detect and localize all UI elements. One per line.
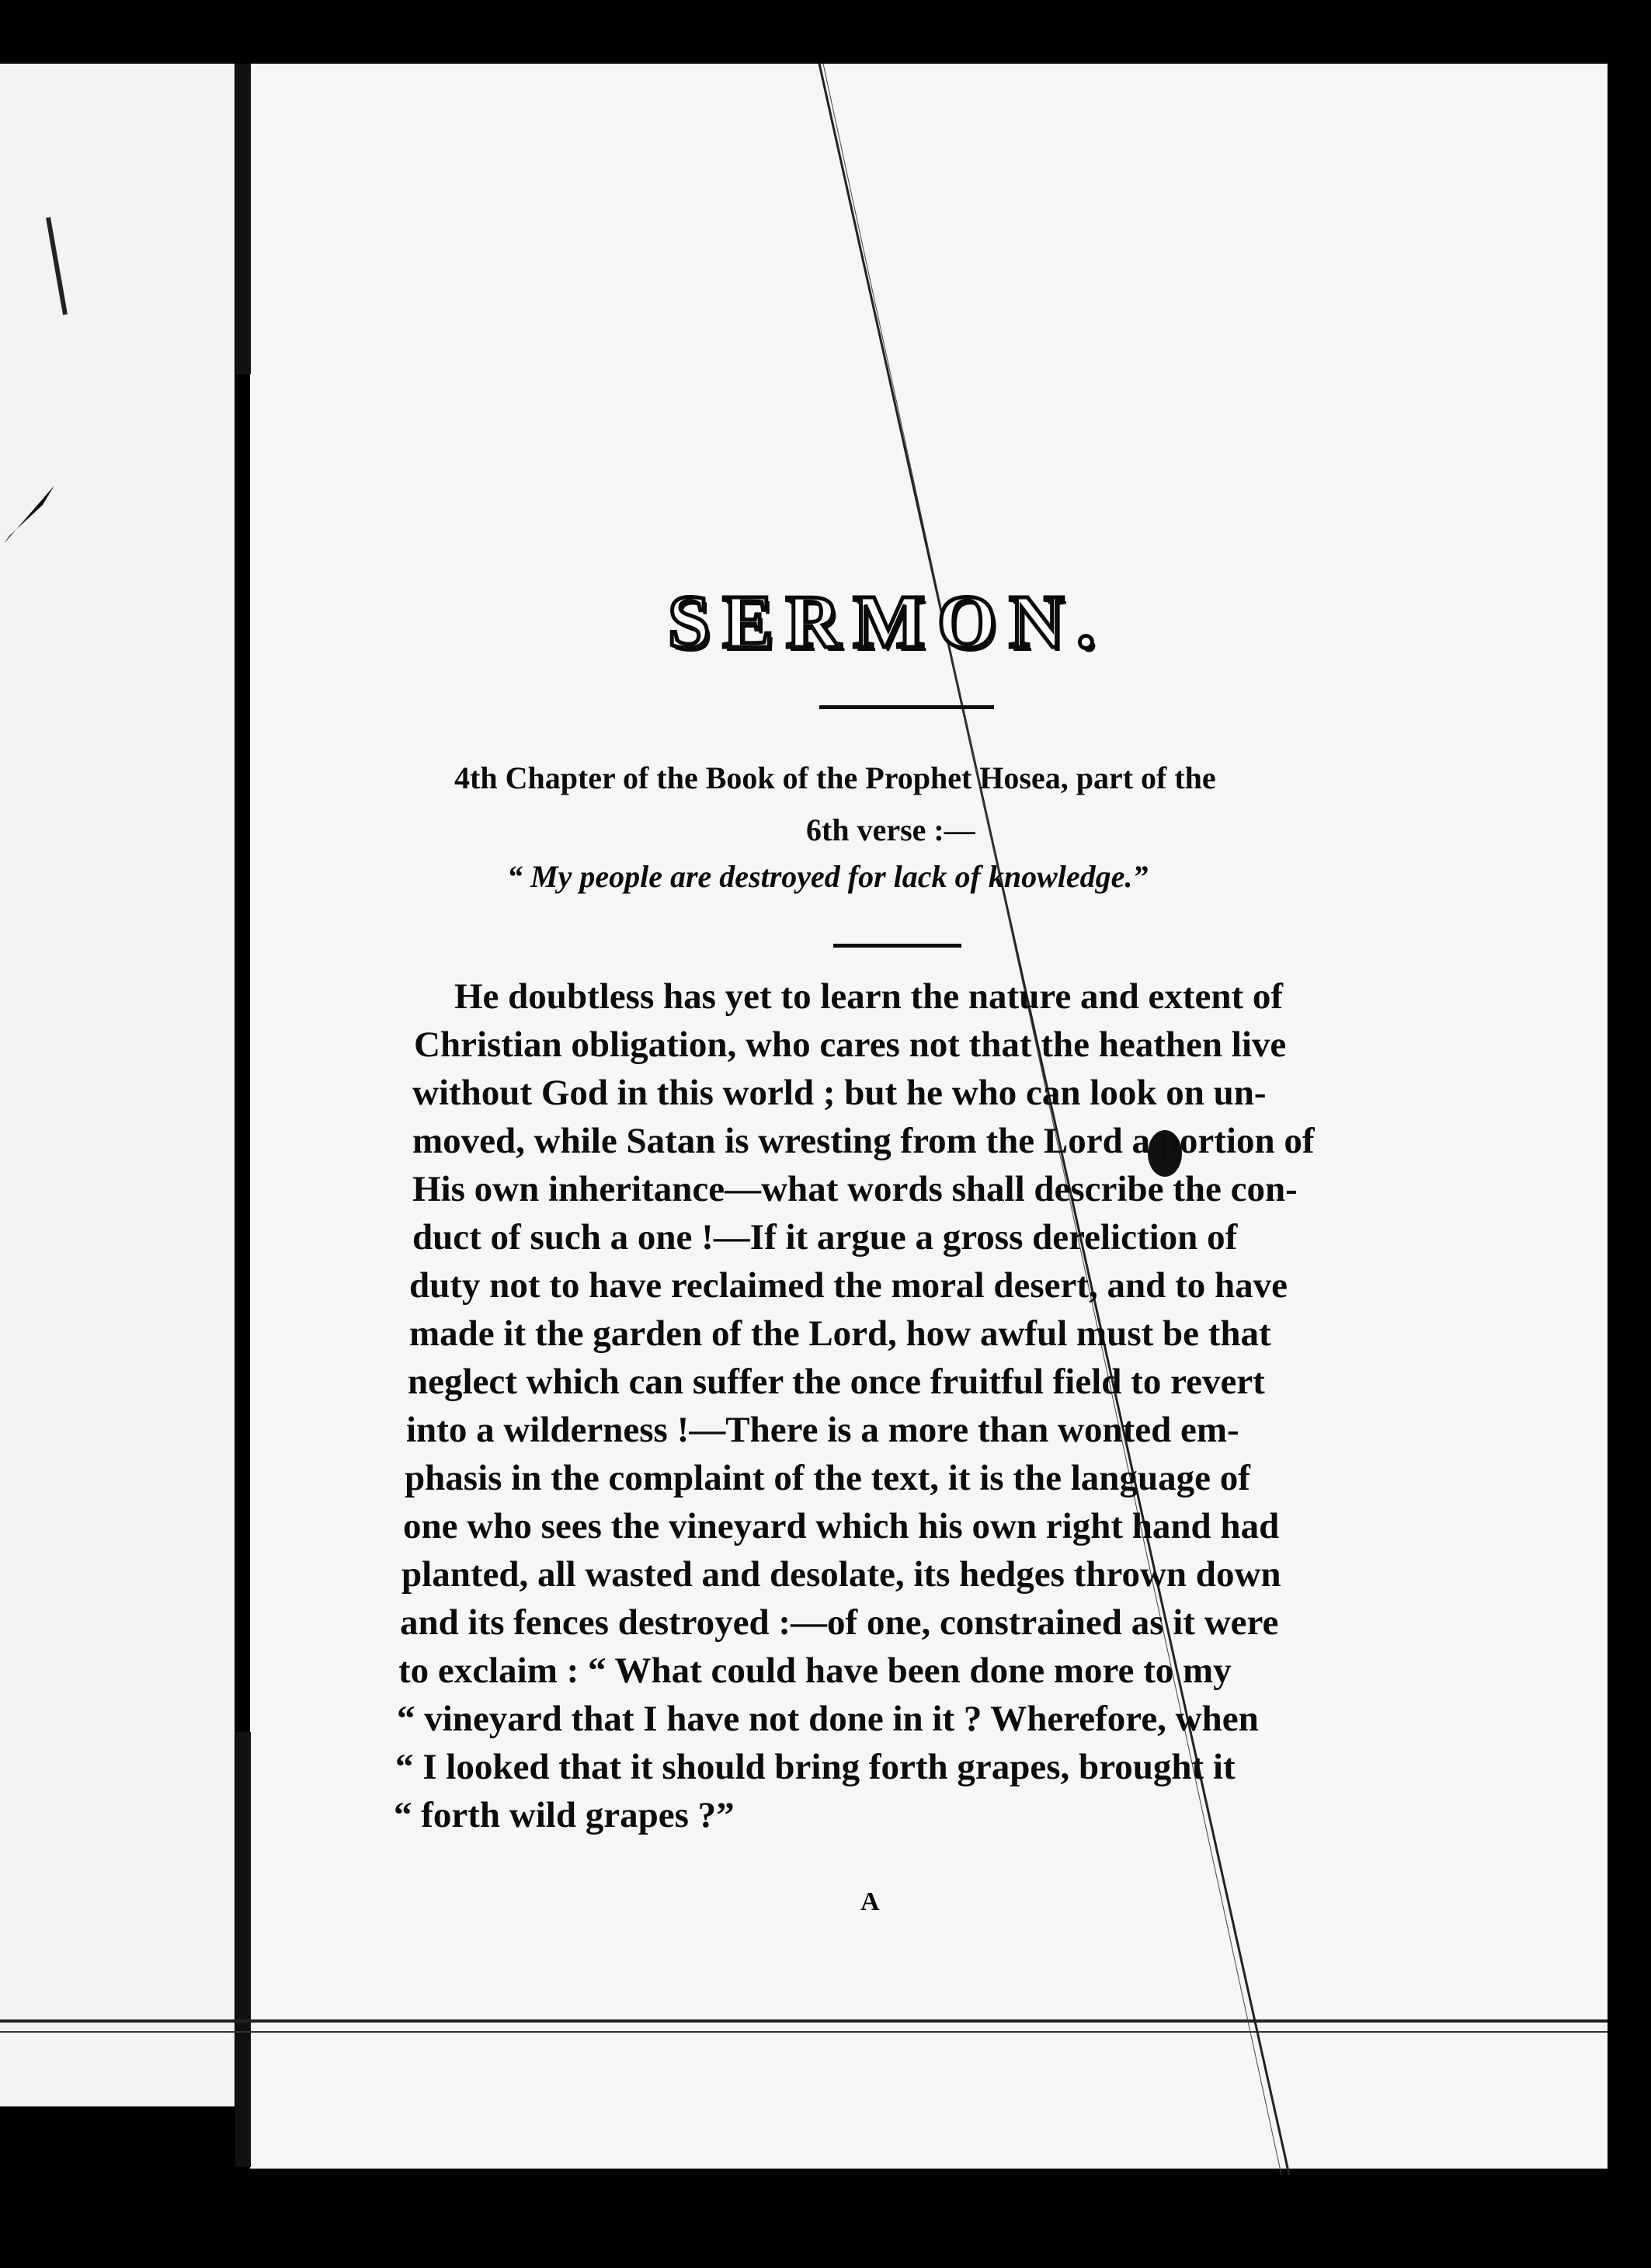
- body-line: one who sees the vineyard which his own right hand had: [403, 1506, 1280, 1546]
- page-title: SERMON.: [668, 580, 1108, 664]
- body-line: “ vineyard that I have not done in it ? Wherefore, when: [397, 1699, 1259, 1739]
- epigraph-quote: “ My people are destroyed for lack of knowledge.”: [507, 859, 1149, 894]
- body-line: without God in this world ; but he who can look on un-: [412, 1073, 1267, 1113]
- signature-mark: A: [860, 1887, 880, 1916]
- body-line: duty not to have reclaimed the moral desert, and to have: [409, 1265, 1288, 1306]
- scan-crease-line: [823, 64, 1281, 2175]
- body-line: to exclaim : “ What could have been done more to my: [398, 1651, 1232, 1691]
- epigraph-line: 4th Chapter of the Book of the Prophet Hosea, part of the: [454, 760, 1216, 795]
- body-line: and its fences destroyed :—of one, constrained as it were: [400, 1602, 1279, 1643]
- body-line: “ forth wild grapes ?”: [394, 1795, 735, 1835]
- body-line: Christian obligation, who cares not that the heathen live: [414, 1024, 1287, 1065]
- body-line: planted, all wasted and desolate, its hedges thrown down: [401, 1554, 1281, 1595]
- body-line: His own inheritance—what words shall describe the con-: [412, 1169, 1298, 1209]
- ink-blot: [4, 485, 54, 544]
- epigraph-line: 6th verse :—: [806, 812, 975, 847]
- divider: [833, 944, 961, 948]
- divider: [819, 705, 994, 709]
- body-line: made it the garden of the Lord, how awful must be that: [409, 1313, 1271, 1354]
- body-line: He doubtless has yet to learn the nature and extent of: [454, 976, 1284, 1017]
- ink-mark: [48, 217, 65, 315]
- body-line: into a wilderness !—There is a more than wonted em-: [406, 1410, 1239, 1450]
- body-line: moved, while Satan is wresting from the Lord a portion of: [412, 1121, 1315, 1161]
- body-line: neglect which can suffer the once fruitful field to revert: [408, 1362, 1265, 1402]
- body-line: phasis in the complaint of the text, it is the language of: [405, 1458, 1250, 1498]
- body-line: “ I looked that it should bring forth grapes, brought it: [395, 1747, 1236, 1787]
- body-line: duct of such a one !—If it argue a gross dereliction of: [412, 1217, 1238, 1257]
- scan-crease-line: [819, 64, 1289, 2175]
